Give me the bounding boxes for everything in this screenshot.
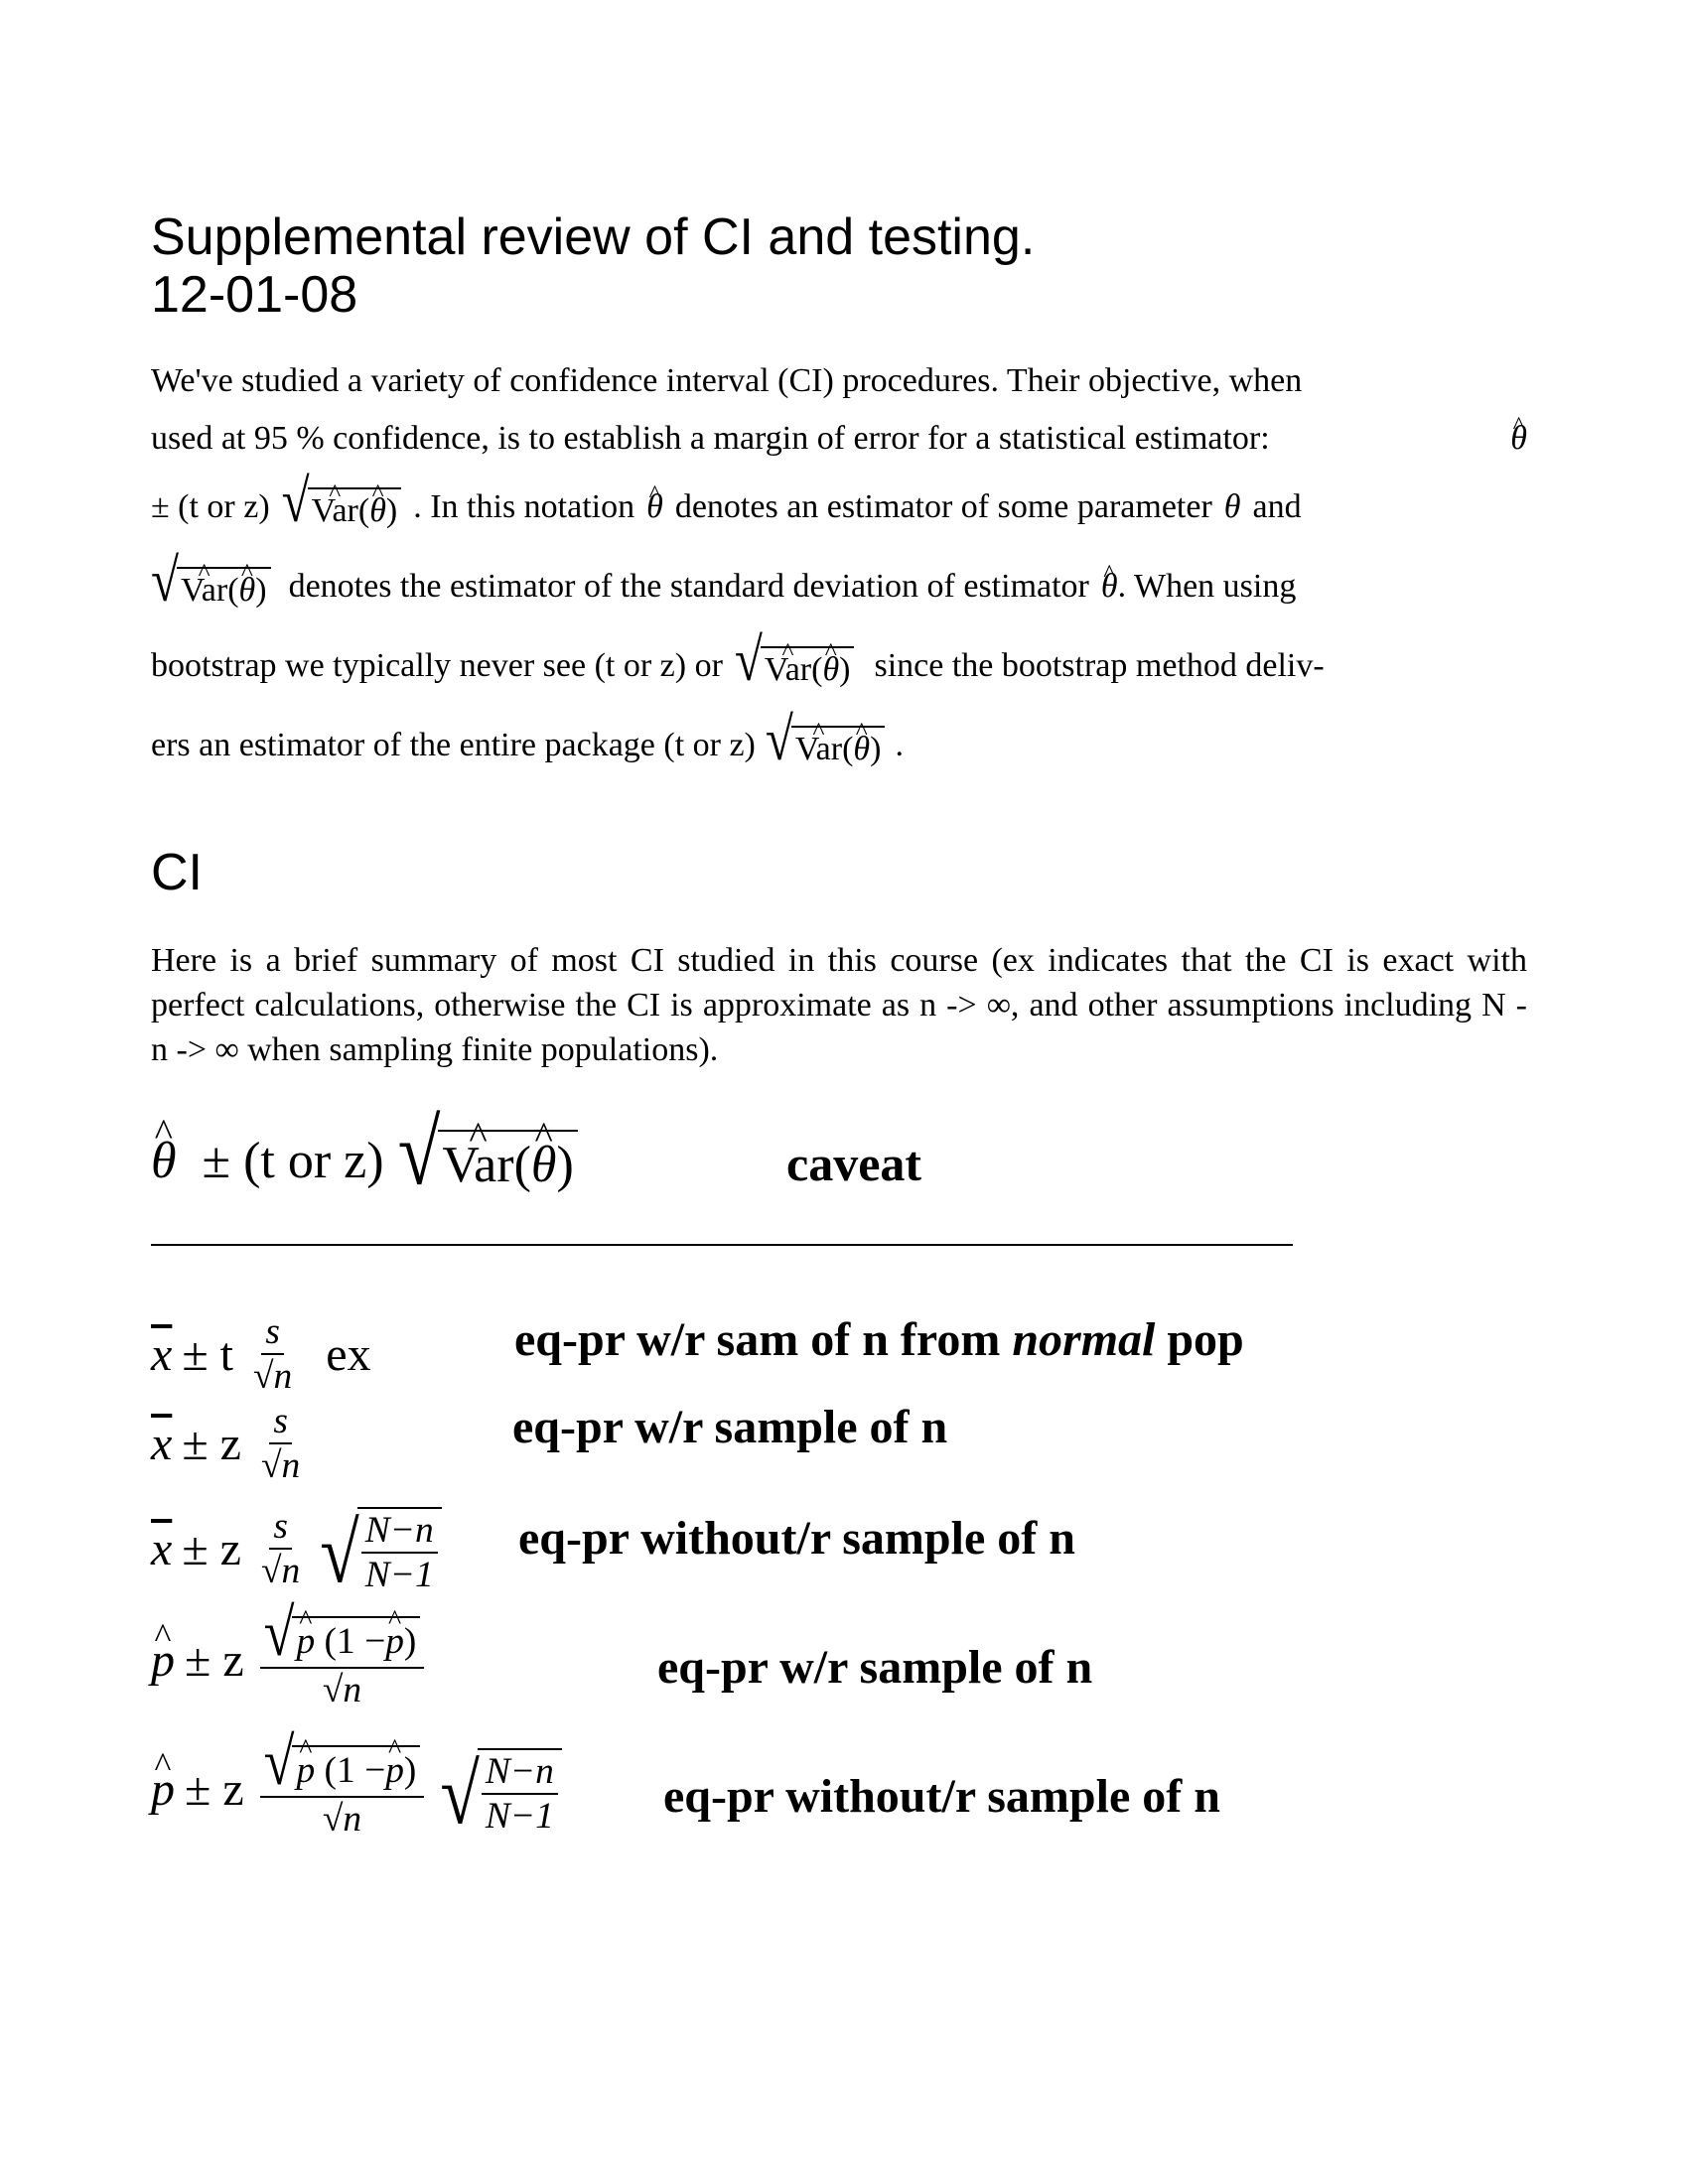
- general-ci-formula: ^ θ ± (t or z) √ ^ Var(^ θ): [151, 1122, 578, 1199]
- title-text: Supplemental review of CI and testing.: [151, 208, 1036, 266]
- ci-row-mean-z: $\overline{x}$ ± z $\frac{s}{√n}$: [151, 1400, 310, 1487]
- divider-line: [151, 1244, 1293, 1246]
- s-over-sqrt-n: $\frac{s}{√n}$: [260, 1401, 301, 1487]
- sqrt-p-one-minus-p-over-sqrt-n: √ ^ p (1 −^ p) √n: [260, 1739, 425, 1841]
- date-text: 12-01-08: [151, 266, 358, 324]
- s-over-sqrt-n: $\frac{s}{√n}$: [253, 1311, 293, 1398]
- sqrt-var-expression: √ ^ Var(^ θ): [398, 1122, 578, 1199]
- intro-paragraph: [151, 352, 1527, 785]
- sqrt-var-expression: √ ^ Var(^ θ): [151, 561, 271, 613]
- s-over-sqrt-n: $\frac{s}{√n}$: [260, 1506, 301, 1592]
- document-title: [151, 208, 1035, 324]
- ci-row-4-caveat: eq-pr w/r sample of n: [657, 1641, 1093, 1694]
- ci-row-proportion-z-fpc: ^ p ± z √ ^ p (1 −^ p) √n √ $\frac{N-n}{N-1}$: [151, 1739, 562, 1841]
- sqrt-fpc: √ $\frac{N-n}{N-1}$: [440, 1742, 561, 1838]
- intro-line-3: ± (t or z) √ ^ Var(^ θ) . In this notation ^ θ denotes an estimator of some parameter θ and: [151, 468, 1527, 547]
- intro-line-4: √ ^ Var(^ θ) denotes the estimator of the standard deviation of estimator ^ θ. When using: [151, 547, 1527, 626]
- caveat-header: caveat: [786, 1136, 922, 1191]
- intro-line-5: bootstrap we typically never see (t or z) or √ ^ Var(^ θ) since the bootstrap method deliv-: [151, 626, 1527, 706]
- section-heading-ci: CI: [151, 844, 203, 901]
- sqrt-fpc: √ $\frac{N-n}{N-1}$: [320, 1501, 441, 1596]
- theta-hat-symbol: ^ θ: [1510, 410, 1527, 468]
- ci-row-proportion-z: ^ p ± z √ ^ p (1 −^ p) √n: [151, 1610, 430, 1711]
- sqrt-var-expression: √ ^ Var(^ θ): [282, 481, 402, 533]
- summary-paragraph: Here is a brief summary of most CI studied in this course (ex indicates that the CI is exact with perfect calculations, otherwise the CI is approximate as n -> ∞, and other assumptions including N - n -> ∞ when sampling finite populations).: [151, 942, 1527, 1068]
- intro-line-1: We've studied a variety of confidence interval (CI) procedures. Their objective, when: [151, 362, 1303, 399]
- intro-line-2: used at 95 % confidence, is to establish a margin of error for a statistical estimator: ^ θ: [151, 410, 1527, 468]
- sqrt-p-one-minus-p-over-sqrt-n: √ ^ p (1 −^ p) √n: [260, 1610, 425, 1711]
- intro-line-6: ers an estimator of the entire package (t or z) √ ^ Var(^ θ) .: [151, 706, 1527, 785]
- sqrt-var-expression: √ ^ Var(^ θ): [766, 720, 886, 771]
- ci-row-5-caveat: eq-pr without/r sample of n: [663, 1770, 1220, 1823]
- ci-row-3-caveat: eq-pr without/r sample of n: [518, 1512, 1075, 1565]
- sqrt-var-expression: √ ^ Var(^ θ): [735, 640, 855, 692]
- ci-row-mean-t: $\overline{x}$ ± t $\frac{s}{√n}$ ex: [151, 1311, 371, 1398]
- ci-row-mean-z-fpc: $\overline{x}$ ± z $\frac{s}{√n}$ √ $\frac{N-n}{N-1}$: [151, 1501, 442, 1596]
- ci-row-1-caveat: eq-pr w/r sam of n from normal pop: [514, 1313, 1244, 1366]
- ci-row-2-caveat: eq-pr w/r sample of n: [512, 1401, 948, 1453]
